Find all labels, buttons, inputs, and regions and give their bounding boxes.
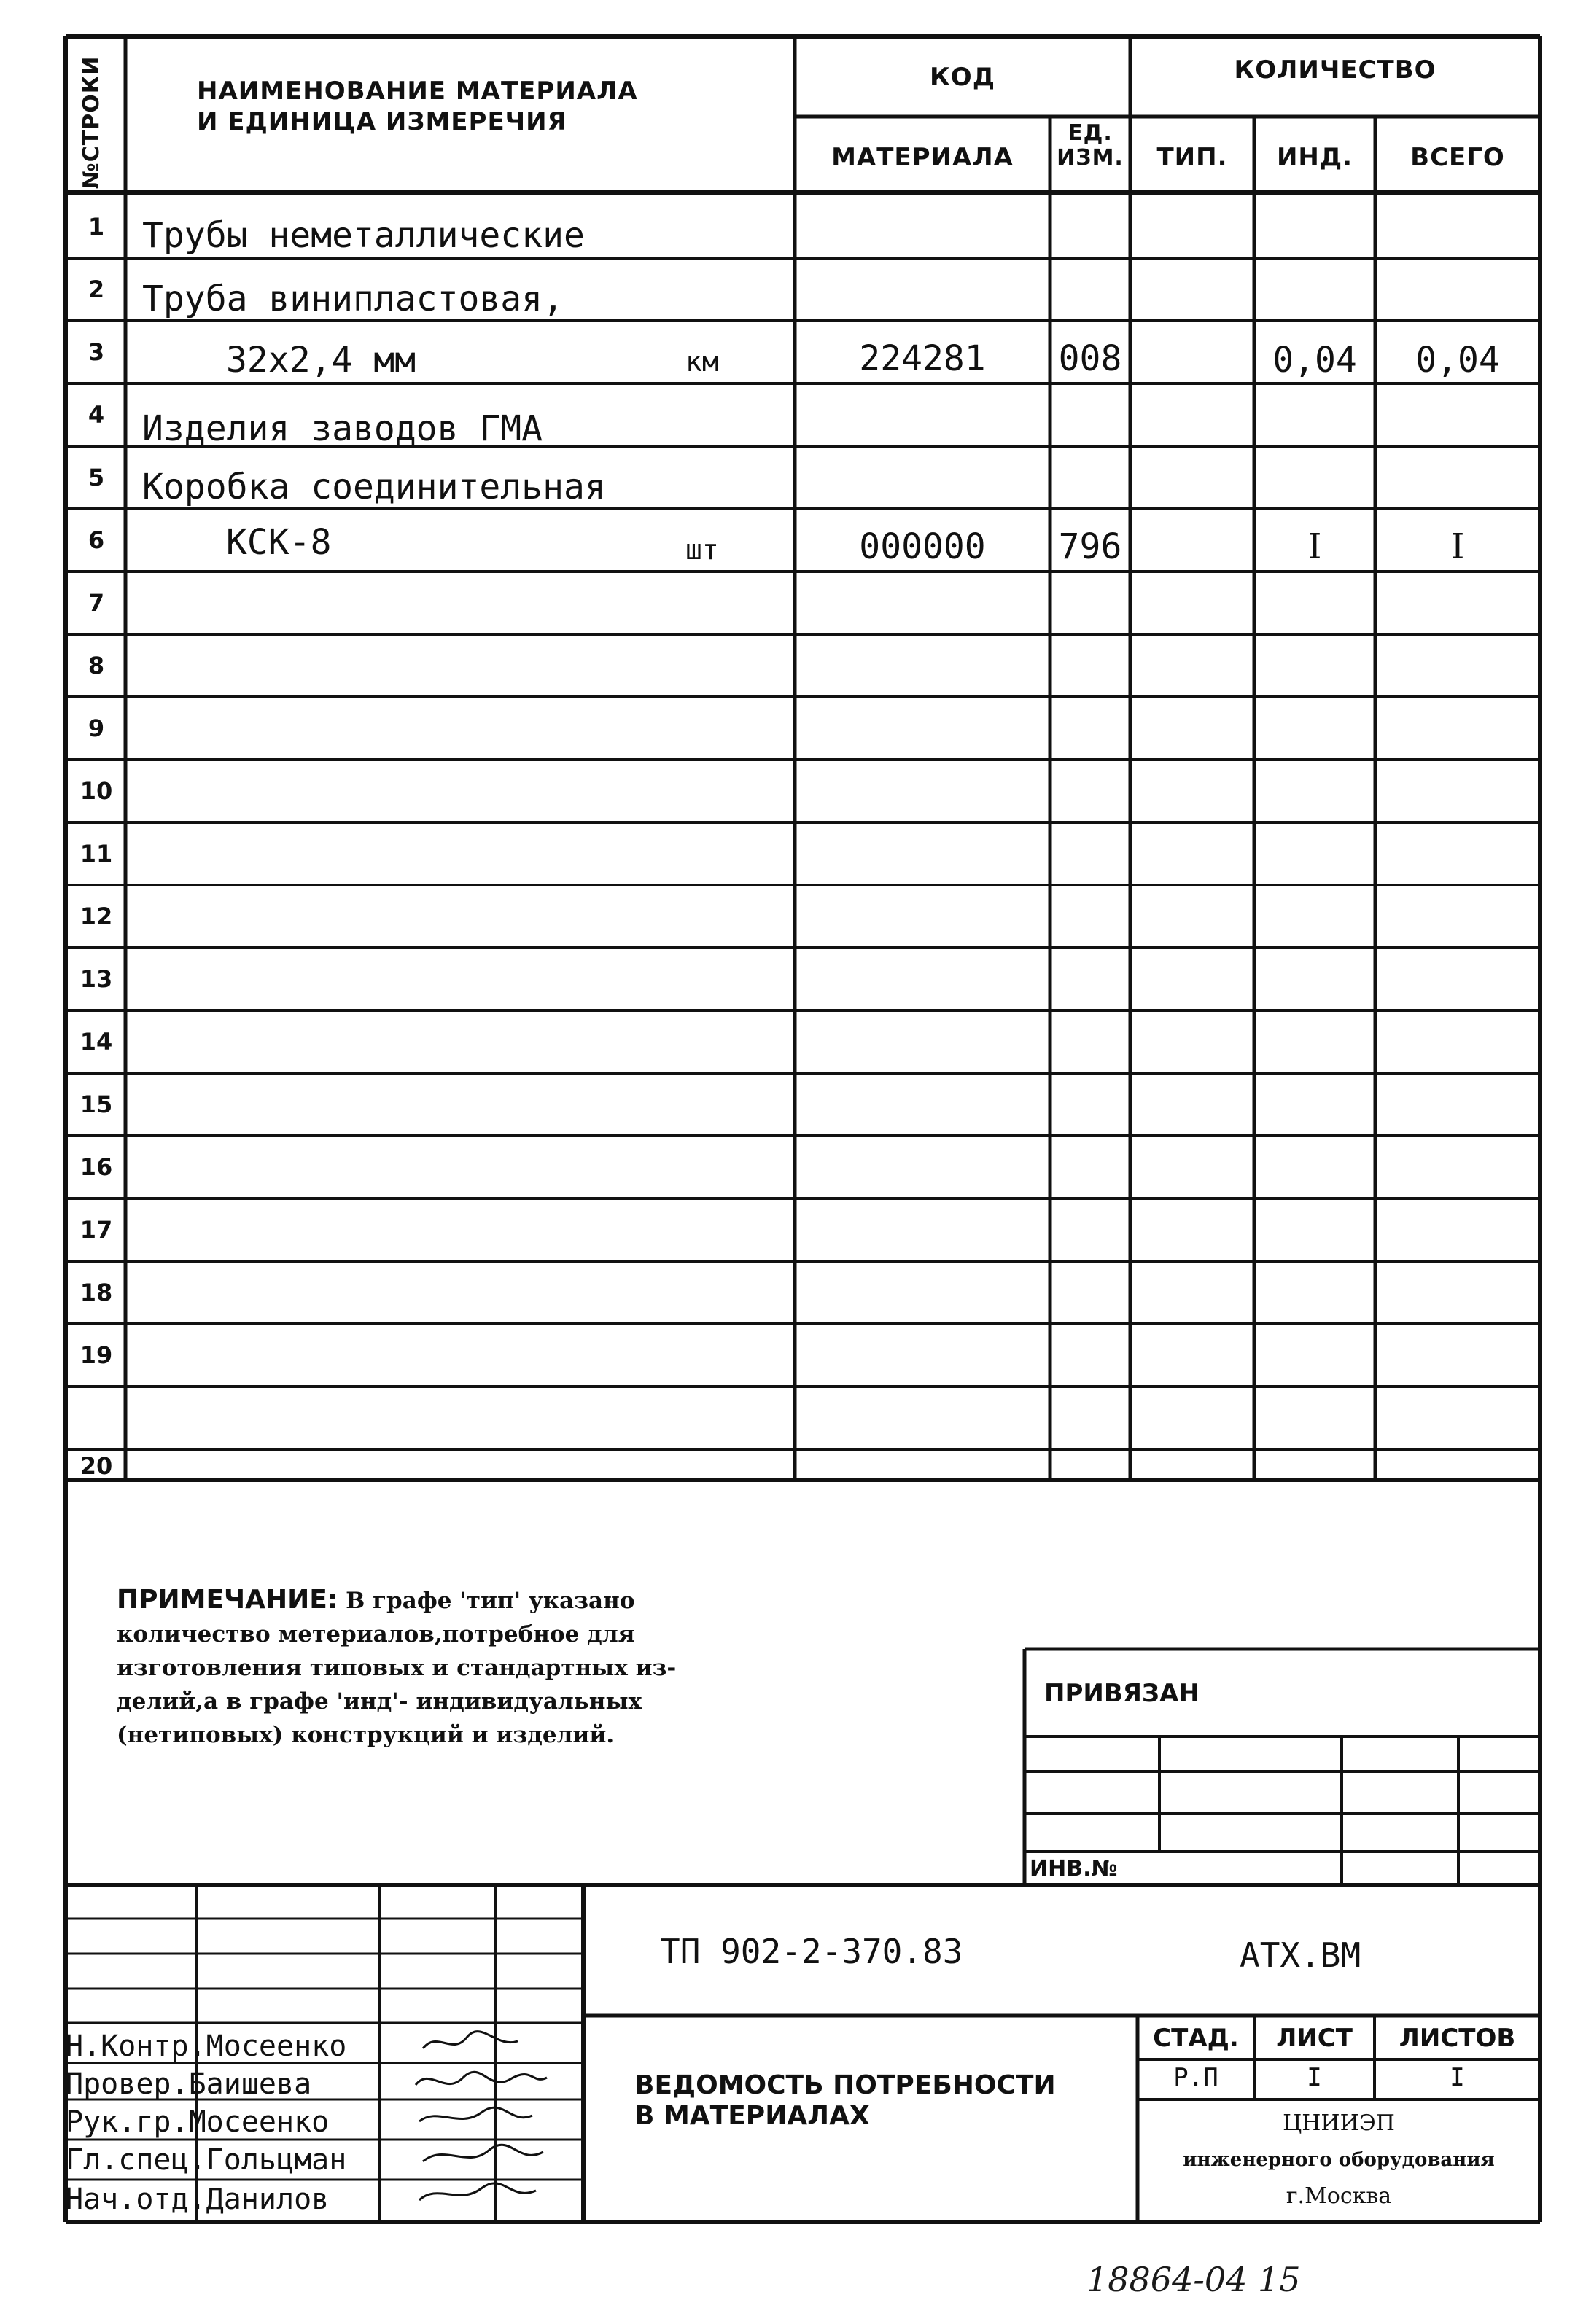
signer-role: Н.Контр. xyxy=(66,2029,206,2063)
handwritten-archive-number: 18864-04 15 xyxy=(1086,2260,1301,2299)
row-number: 8 xyxy=(88,652,105,679)
row-unit: км xyxy=(685,346,719,378)
document-code: ТП 902-2-370.83 xyxy=(660,1932,963,1971)
privyazan-title: ПРИВЯЗАН xyxy=(1044,1679,1200,1708)
document-mark: АТХ.ВМ xyxy=(1240,1935,1361,1975)
note-label: ПРИМЕЧАНИЕ: xyxy=(117,1585,338,1615)
note-line1: В графе 'тип' указано xyxy=(346,1588,635,1614)
name-header-line1: НАИМЕНОВАНИЕ МАТЕРИАЛА xyxy=(197,77,638,106)
row-number: 17 xyxy=(79,1216,113,1244)
sheets-label: ЛИСТОВ xyxy=(1399,2024,1516,2053)
note-block xyxy=(117,1583,773,1752)
signer-row xyxy=(66,2029,346,2063)
row-number: 14 xyxy=(79,1028,113,1056)
stage-label: СТАД. xyxy=(1153,2024,1239,2053)
row-number: 2 xyxy=(88,276,105,303)
unit-header-line2: ИЗМ. xyxy=(1057,145,1124,171)
code-header: КОД xyxy=(930,63,995,92)
note-line2: количество метериалов,потребное для xyxy=(117,1621,635,1648)
row-number: 13 xyxy=(79,965,113,993)
name-header-line2: И ЕДИНИЦА ИЗМЕРЕЧИЯ xyxy=(197,107,567,136)
row-number: 20 xyxy=(79,1452,113,1480)
row-number: 9 xyxy=(88,714,105,742)
row-name: КСК-8 xyxy=(226,522,332,563)
row-unit-code: 796 xyxy=(1058,526,1122,567)
row-name: Изделия заводов ГМА xyxy=(142,408,543,449)
row-number-header-cell xyxy=(64,51,123,190)
row-name: Трубы неметаллические xyxy=(142,215,585,256)
handwritten-signatures xyxy=(408,2027,583,2216)
quantity-header: КОЛИЧЕСТВО xyxy=(1234,55,1436,85)
signer-name: Мосеенко xyxy=(206,2029,347,2063)
row-number: 5 xyxy=(88,464,105,491)
typ-header: ТИП. xyxy=(1156,143,1228,172)
signer-name: Баишева xyxy=(188,2067,312,2101)
row-number: 4 xyxy=(88,401,105,429)
row-number: 19 xyxy=(79,1341,113,1369)
unit-header-line1: ЕД. xyxy=(1068,120,1113,146)
note-line3: изготовления типовых и стандартных из- xyxy=(117,1655,677,1681)
row-number: 18 xyxy=(79,1279,113,1306)
signer-name: Мосеенко xyxy=(188,2105,330,2139)
sheet-value: I xyxy=(1307,2063,1322,2092)
signer-name: Данилов xyxy=(206,2183,330,2216)
signer-role: Нач.отд. xyxy=(66,2183,206,2216)
row-number-header: №СТРОКИ xyxy=(79,55,104,190)
note-line5: (нетиповых) конструкций и изделий. xyxy=(117,1722,615,1748)
unit-code-header xyxy=(1050,121,1130,171)
signer-role: Провер. xyxy=(66,2067,189,2101)
signer-row xyxy=(66,2067,311,2101)
document-title-line2: В МАТЕРИАЛАХ xyxy=(634,2101,870,2131)
row-number: 16 xyxy=(79,1153,113,1181)
row-number: 3 xyxy=(88,338,105,366)
org-line1: ЦНИИЭП xyxy=(1283,2110,1395,2136)
row-number: 7 xyxy=(88,589,105,617)
row-number: 10 xyxy=(79,777,113,805)
signer-row xyxy=(66,2105,329,2139)
stage-value: Р.П xyxy=(1173,2063,1218,2092)
row-name: 32х2,4 мм xyxy=(226,340,416,381)
row-name: Труба винипластовая, xyxy=(142,278,564,319)
row-number: 6 xyxy=(88,526,105,554)
signer-role: Рук.гр. xyxy=(66,2105,189,2139)
material-code-header: МАТЕРИАЛА xyxy=(831,143,1014,172)
row-number: 12 xyxy=(79,902,113,930)
signer-name: Гольцман xyxy=(206,2143,347,2177)
row-material-code: 000000 xyxy=(859,526,986,567)
row-total: 0,04 xyxy=(1415,340,1500,381)
row-number: 1 xyxy=(88,213,105,241)
row-number: 11 xyxy=(79,840,113,867)
row-total: I xyxy=(1450,526,1465,567)
total-header: ВСЕГО xyxy=(1410,143,1505,172)
note-line4: делий,а в графе 'инд'- индивидуальных xyxy=(117,1688,642,1715)
row-unit-code: 008 xyxy=(1058,338,1122,379)
org-line2: инженерного оборудования xyxy=(1183,2149,1495,2171)
row-unit: шт xyxy=(685,534,719,566)
row-number: 15 xyxy=(79,1091,113,1118)
ind-header: ИНД. xyxy=(1276,143,1353,172)
signer-role: Гл.спец. xyxy=(66,2143,206,2177)
row-ind: 0,04 xyxy=(1272,340,1357,381)
inv-number-label: ИНВ.№ xyxy=(1030,1856,1118,1882)
organization-block xyxy=(1138,2105,1540,2215)
row-name: Коробка соединительная xyxy=(142,467,606,507)
row-ind: I xyxy=(1307,526,1322,567)
org-line3: г.Москва xyxy=(1286,2183,1392,2209)
row-material-code: 224281 xyxy=(859,338,986,379)
sheet-label: ЛИСТ xyxy=(1276,2024,1353,2053)
signer-row xyxy=(66,2183,329,2216)
sheets-value: I xyxy=(1450,2063,1465,2092)
document-title-line1: ВЕДОМОСТЬ ПОТРЕБНОСТИ xyxy=(634,2070,1056,2100)
signer-row xyxy=(66,2143,346,2177)
